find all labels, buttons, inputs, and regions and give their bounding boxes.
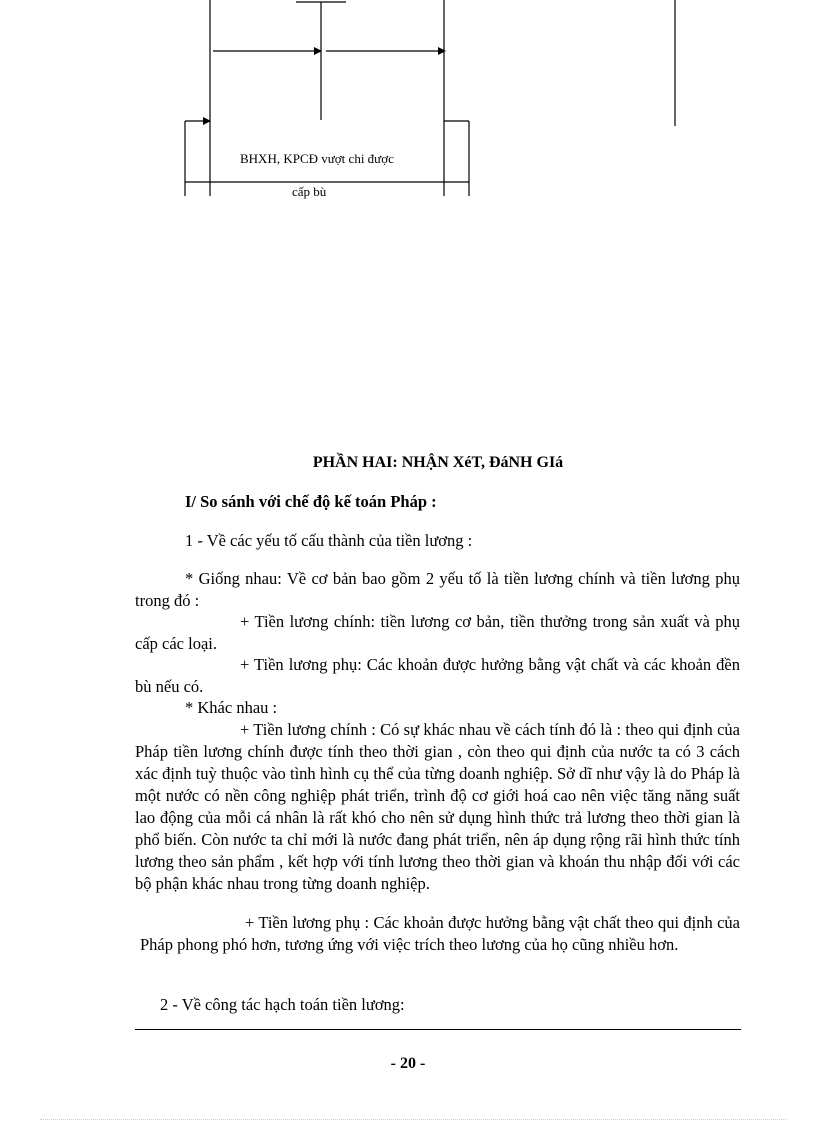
different-main-salary: + Tiền lương chính : Có sự khác nhau về cách tính đó là : theo qui định của Pháp tiền lương chính được tính theo thời gian , còn theo qui định của nước ta có 3 cách xác định tuỳ thuộc vào tình hình cụ thể của từng doanh nghiệp. Sở dĩ như vậy là do Pháp là một nước có nền công nghiệp phát triển, trình độ cơ giới hoá cao nên việc tăng năng suất lao động của mỗi cá nhân là rất khó cho nên sử dụng hình thức trả lương theo thời gian là phổ biến. Còn nước ta chỉ mới là nước đang phát triển, nên áp dụng rộng rãi hình thức tính lương theo sản phẩm , kết hợp với tính lương theo thời gian và khoán thu nhập đối với các bộ phận khác nhau trong từng doanh nghiệp. (135, 720, 740, 893)
page-number: - 20 - (390, 1055, 426, 1072)
different-intro: * Khác nhau : (185, 698, 278, 717)
page-bottom-border (40, 1119, 786, 1120)
section-heading: PHẦN HAI: NHẬN XéT, ĐáNH GIá (312, 454, 564, 471)
similar-intro: * Giống nhau: Về cơ bản bao gồm 2 yếu tố là tiền lương chính và tiền lương phụ trong đó : (135, 569, 740, 610)
similar-main-salary: + Tiền lương chính: tiền lương cơ bản, tiền thưởng trong sản xuất và phụ cấp các loại. (135, 612, 740, 653)
item1-title: 1 - Về các yếu tố cấu thành của tiền lương : (185, 531, 473, 550)
diagram-lines (0, 0, 816, 210)
diagram-label-line2: cấp bù (292, 184, 327, 199)
subheading: I/ So sánh với chế độ kế toán Pháp : (185, 492, 437, 511)
different-extra-salary: + Tiền lương phụ : Các khoản được hưởng bằng vật chất theo qui định của Pháp phong phó hơn, tương ứng với việc trích theo lương của họ cũng nhiều hơn. (140, 913, 740, 954)
similar-extra-salary: + Tiền lương phụ: Các khoản được hưởng bằng vật chất và các khoản đền bù nếu có. (135, 655, 740, 696)
footer-divider (135, 1029, 741, 1030)
item2-title: 2 - Về công tác hạch toán tiền lương: (160, 995, 405, 1014)
flow-diagram (0, 0, 816, 210)
diagram-label-line1: BHXH, KPCĐ vượt chi được (240, 151, 394, 166)
